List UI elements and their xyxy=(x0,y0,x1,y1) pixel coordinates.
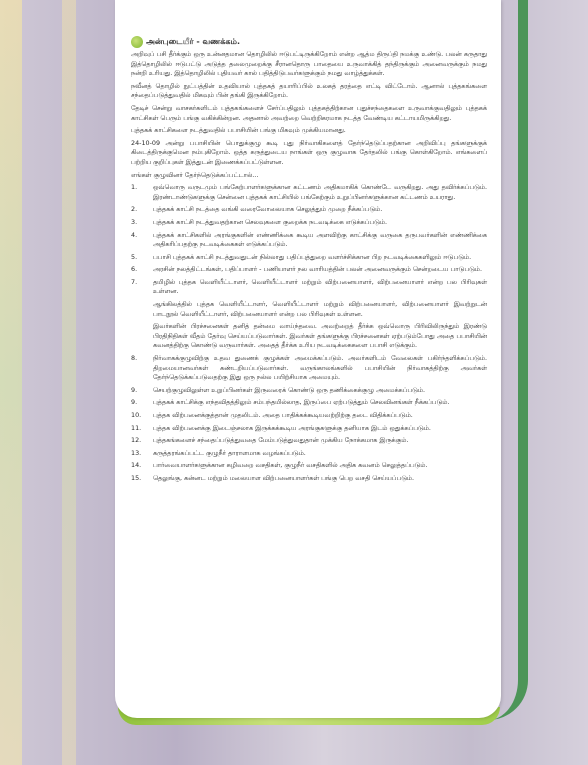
item-text: தெலுங்கு, கன்னட மற்றும் மலையாள விற்பனையாளர்கள் பங்கு பெற வசதி செய்யப்படும். xyxy=(153,473,415,482)
item-number: 5. xyxy=(131,252,138,261)
item-number: 3. xyxy=(131,217,138,226)
intro-paragraph: அறிவுப் பசி தீர்க்கும் ஒரு உன்னதமான தொழிலில் ஈடுபட்டிருக்கிறோம் என்ற ஆத்ம திருப்தி நமக்கு உண்டு. பலன் கருதாது இத்தொழிலில் ஈடுபட்டு அடுத்த தலைமுறைக்கு சீரானதொரு பாதையை உருவாக்கித் தந்திருக்கும் அனைவருக்கும் நமது நன்றி உரியது. இத்தொழிலில் புதியவர் கால் பதித்திடுபவர்களுக்கும் நமது வாழ்த்துக்கள். xyxy=(131,50,487,78)
letter-page xyxy=(115,0,501,718)
item-number: 8. xyxy=(131,354,138,363)
list-item xyxy=(131,218,487,228)
list-item xyxy=(131,278,487,351)
list-item xyxy=(131,354,487,383)
item-text: புத்தகக் காட்சிக்கு எந்தவிதத்திலும் சம்பந்தமில்லாத, இருப்பை ஏற்படுத்தும் செலவினங்கள் நீக்கப்படும். xyxy=(153,398,450,407)
list-item xyxy=(131,411,487,421)
list-item xyxy=(131,424,487,434)
item-number: 13. xyxy=(131,448,142,457)
technology-paragraph: நவீனத் தொழில் நுட்பத்தின் உதவியால் புத்தகத் தயாரிப்பில் உலகத் தரத்தை எட்டி விட்டோம். ஆனால் புத்தகங்களை சந்தைப்படுத்துவதில் மிகவும் பின் தங்கி இருக்கிறோம். xyxy=(131,81,487,100)
list-item xyxy=(131,398,487,408)
item-number: 1. xyxy=(131,183,138,192)
item-text: புத்தகங்களைச் சந்தைப்படுத்துவதை மேம்படுத்துவதுதான் முக்கிய நோக்கமாக இருக்கும். xyxy=(153,436,409,445)
list-item xyxy=(131,474,487,484)
item-subparagraph: ஆங்கிலத்தில் புத்தக வெளியீட்டாளர், வெளியீட்டாளர் மற்றும் விற்பனையாளர், விற்பனையாளர் இவற்றுடன் பாடநூல் வெளியீட்டாளர், விற்பனையாளர் என்ற பல பிரிவுகள் உள்ளன. xyxy=(153,300,487,318)
item-text: புத்தக விற்பனைக்கு இடைஞ்சலாக இருக்கக்கூடிய அரங்குகளுக்கு தனியாக இடம் ஒதுக்கப்படும். xyxy=(153,423,431,432)
item-text: நிர்வாகக்குழுவிற்கு உதவ துணைக் குழுக்கள் அமைக்கப்படும். அவர்களிடம் வேலைகள் பகிர்ந்தளிக்கப்படும். திறமையானவர்கள் கண்டறியப்படுவார்கள். வருங்காலங்களில் பபாசியின் நிர்வாகத்திற்கு அவர்கள் தேர்ந்தெடுக்கப்படுவதற்கு இது ஒரு நல்ல பயிற்சியாக அமையும். xyxy=(153,354,487,382)
salutation-text: அன்புடையீர் - வணக்கம். xyxy=(146,37,241,47)
salutation-line xyxy=(131,36,487,48)
item-text: பபாசி புத்தகக் காட்சி நடத்துவதுடன் நில்லாது பதிப்புத்துறை வளர்ச்சிக்கான பிற நடவடிக்கைகளிலும் ஈடுபடும். xyxy=(153,252,472,261)
item-text: அரசின் நலத்திட்டங்கள், பதிப்பாளர் - பணியாளர் நல வாரியத்தின் பலன் அனைவருக்கும் சென்றடைய பாடுபடும். xyxy=(153,265,482,274)
scan-stripe-left xyxy=(0,0,22,765)
item-text: புத்தகக் காட்சி நடத்துவதற்கான செலவுகளை குறைக்க நடவடிக்கை எடுக்கப்படும். xyxy=(153,217,388,226)
list-item xyxy=(131,231,487,250)
list-item xyxy=(131,386,487,396)
list-item xyxy=(131,436,487,446)
item-subparagraph: இவர்களின் பிரச்சனைகள் தனித் தன்மை வாய்ந்தவை. அவற்றைத் தீர்க்க ஒவ்வொரு பிரிவிலிருந்தும் இரண்டு பிரதிநிதிகள் வீதம் தேர்வு செய்யப்படுவார்கள். இவர்கள் தங்களுக்கு பிரச்சனைகள் ஏற்படும்போது அதை பபாசியின் கவனத்திற்கு கொண்டு வருவார்கள். அதைத் தீர்க்க உரிய நடவடிக்கைகளை பபாசி எடுக்கும். xyxy=(153,322,487,350)
item-text: புத்தகக் காட்சி நடத்தை வங்கி வரைவோலையாக செலுத்தும் முறை நீக்கப்படும். xyxy=(153,205,383,214)
list-item xyxy=(131,461,487,471)
list-item xyxy=(131,449,487,459)
item-number: 10. xyxy=(131,411,142,419)
item-text: பார்வையாளர்களுக்கான கழிவறை வசதிகள், குழுநீர் வசதிகளில் அதிக கவனம் செலுத்தப்படும். xyxy=(153,461,428,470)
green-bullet-icon xyxy=(131,36,143,48)
promises-list xyxy=(131,183,487,483)
scan-stripe-inner xyxy=(62,0,76,765)
election-paragraph: 24-10-09 அன்று பபாசியின் பொதுக்குழு கூடி புது நிர்வாகிகளைத் தேர்ந்தெடுப்பதற்கான அறிவிப்பு தங்களுக்குக் கிடைத்திருக்குமென நம்புகிறோம். ஒத்த கருத்துடைய நாங்கள் ஒரு குழுவாக தேர்தலில் பங்கு கொள்கிறோம். எங்களைப் பற்றிய குறிப்புகள் இத்துடன் இணைக்கப்பட்டுள்ளன. xyxy=(131,138,487,166)
bapasi-role-paragraph: புத்தகக் காட்சிகளை நடத்துவதில் பபாசியின் பங்கு மிகவும் முக்கியமானது. xyxy=(131,126,346,135)
item-text-group xyxy=(153,278,487,351)
item-text: செயற்குழுவிலுள்ள உறுப்பினர்கள் இருவரைக் கொண்டு ஒரு தணிக்கைக்குழு அமைக்கப்படும். xyxy=(153,385,426,394)
list-item xyxy=(131,265,487,275)
item-number: 9. xyxy=(131,385,138,394)
book-fairs-paragraph: தேடிச் சென்று வாசகர்களிடம் புத்தகங்களைச் சேர்ப்பதிலும் புத்தகத்திற்கான புதுச்சந்தைகளை உருவாக்குவதிலும் புத்தகக் காட்சிகள் பெரும் பங்கு வகிக்கின்றன. அதனால் அவற்றை வெற்றிகரமாக நடத்த வேண்டிய கட்டாயமிருக்கிறது. xyxy=(131,103,487,122)
item-number: 14. xyxy=(131,461,142,470)
promises-lead-in: எங்கள் குழுவினர் தேர்ந்தெடுக்கப்பட்டால்... xyxy=(131,170,259,179)
list-item xyxy=(131,183,487,202)
item-number: 12. xyxy=(131,436,142,445)
item-number: 15. xyxy=(131,473,142,482)
list-item xyxy=(131,205,487,215)
item-number: 2. xyxy=(131,205,138,214)
item-number: 4. xyxy=(131,230,138,239)
item-text: கருத்தரங்கப்பட்ட குழுநீர் தாராளமாக வழங்கப்படும். xyxy=(153,448,306,457)
item-text: தமிழில் புத்தக வெளியீட்டாளர், வெளியீட்டாளர் மற்றும் விற்பனையாளர், விற்பனையாளர் என்ற பல பிரிவுகள் உள்ளன. xyxy=(153,277,487,296)
item-number: 6. xyxy=(131,265,138,274)
item-number: 9. xyxy=(131,398,138,407)
item-number: 7. xyxy=(131,277,138,286)
item-number: 11. xyxy=(131,423,142,432)
item-text: ஒவ்வொரு வருடமும் பங்கேற்பாளர்களுக்கான கட்டணம் அதிகமாகிக் கொண்டே வருகிறது. அது தவிர்க்கப்படும். இரண்டாண்டுகளுக்கு சென்னை புத்தகக் காட்சியில் பங்கேற்கும் உறுப்பினர்களுக்கான கட்டணம் உயராது. xyxy=(153,183,487,201)
list-item xyxy=(131,253,487,263)
item-text: புத்தகக் காட்சிகளில் அரங்குகளின் எண்ணிக்கை கூடிய அளவிற்கு காட்சிக்கு வருகை தருபவர்களின் எண்ணிக்கை அதிகரிப்பதற்கு நடவடிக்கைகள் எடுக்கப்படும். xyxy=(153,230,487,249)
item-text: புத்தக விற்பனைக்குத்தான் முதலிடம். அதை பாதிக்கக்கூடியவற்றிற்கு தடை விதிக்கப்படும். xyxy=(153,411,413,419)
